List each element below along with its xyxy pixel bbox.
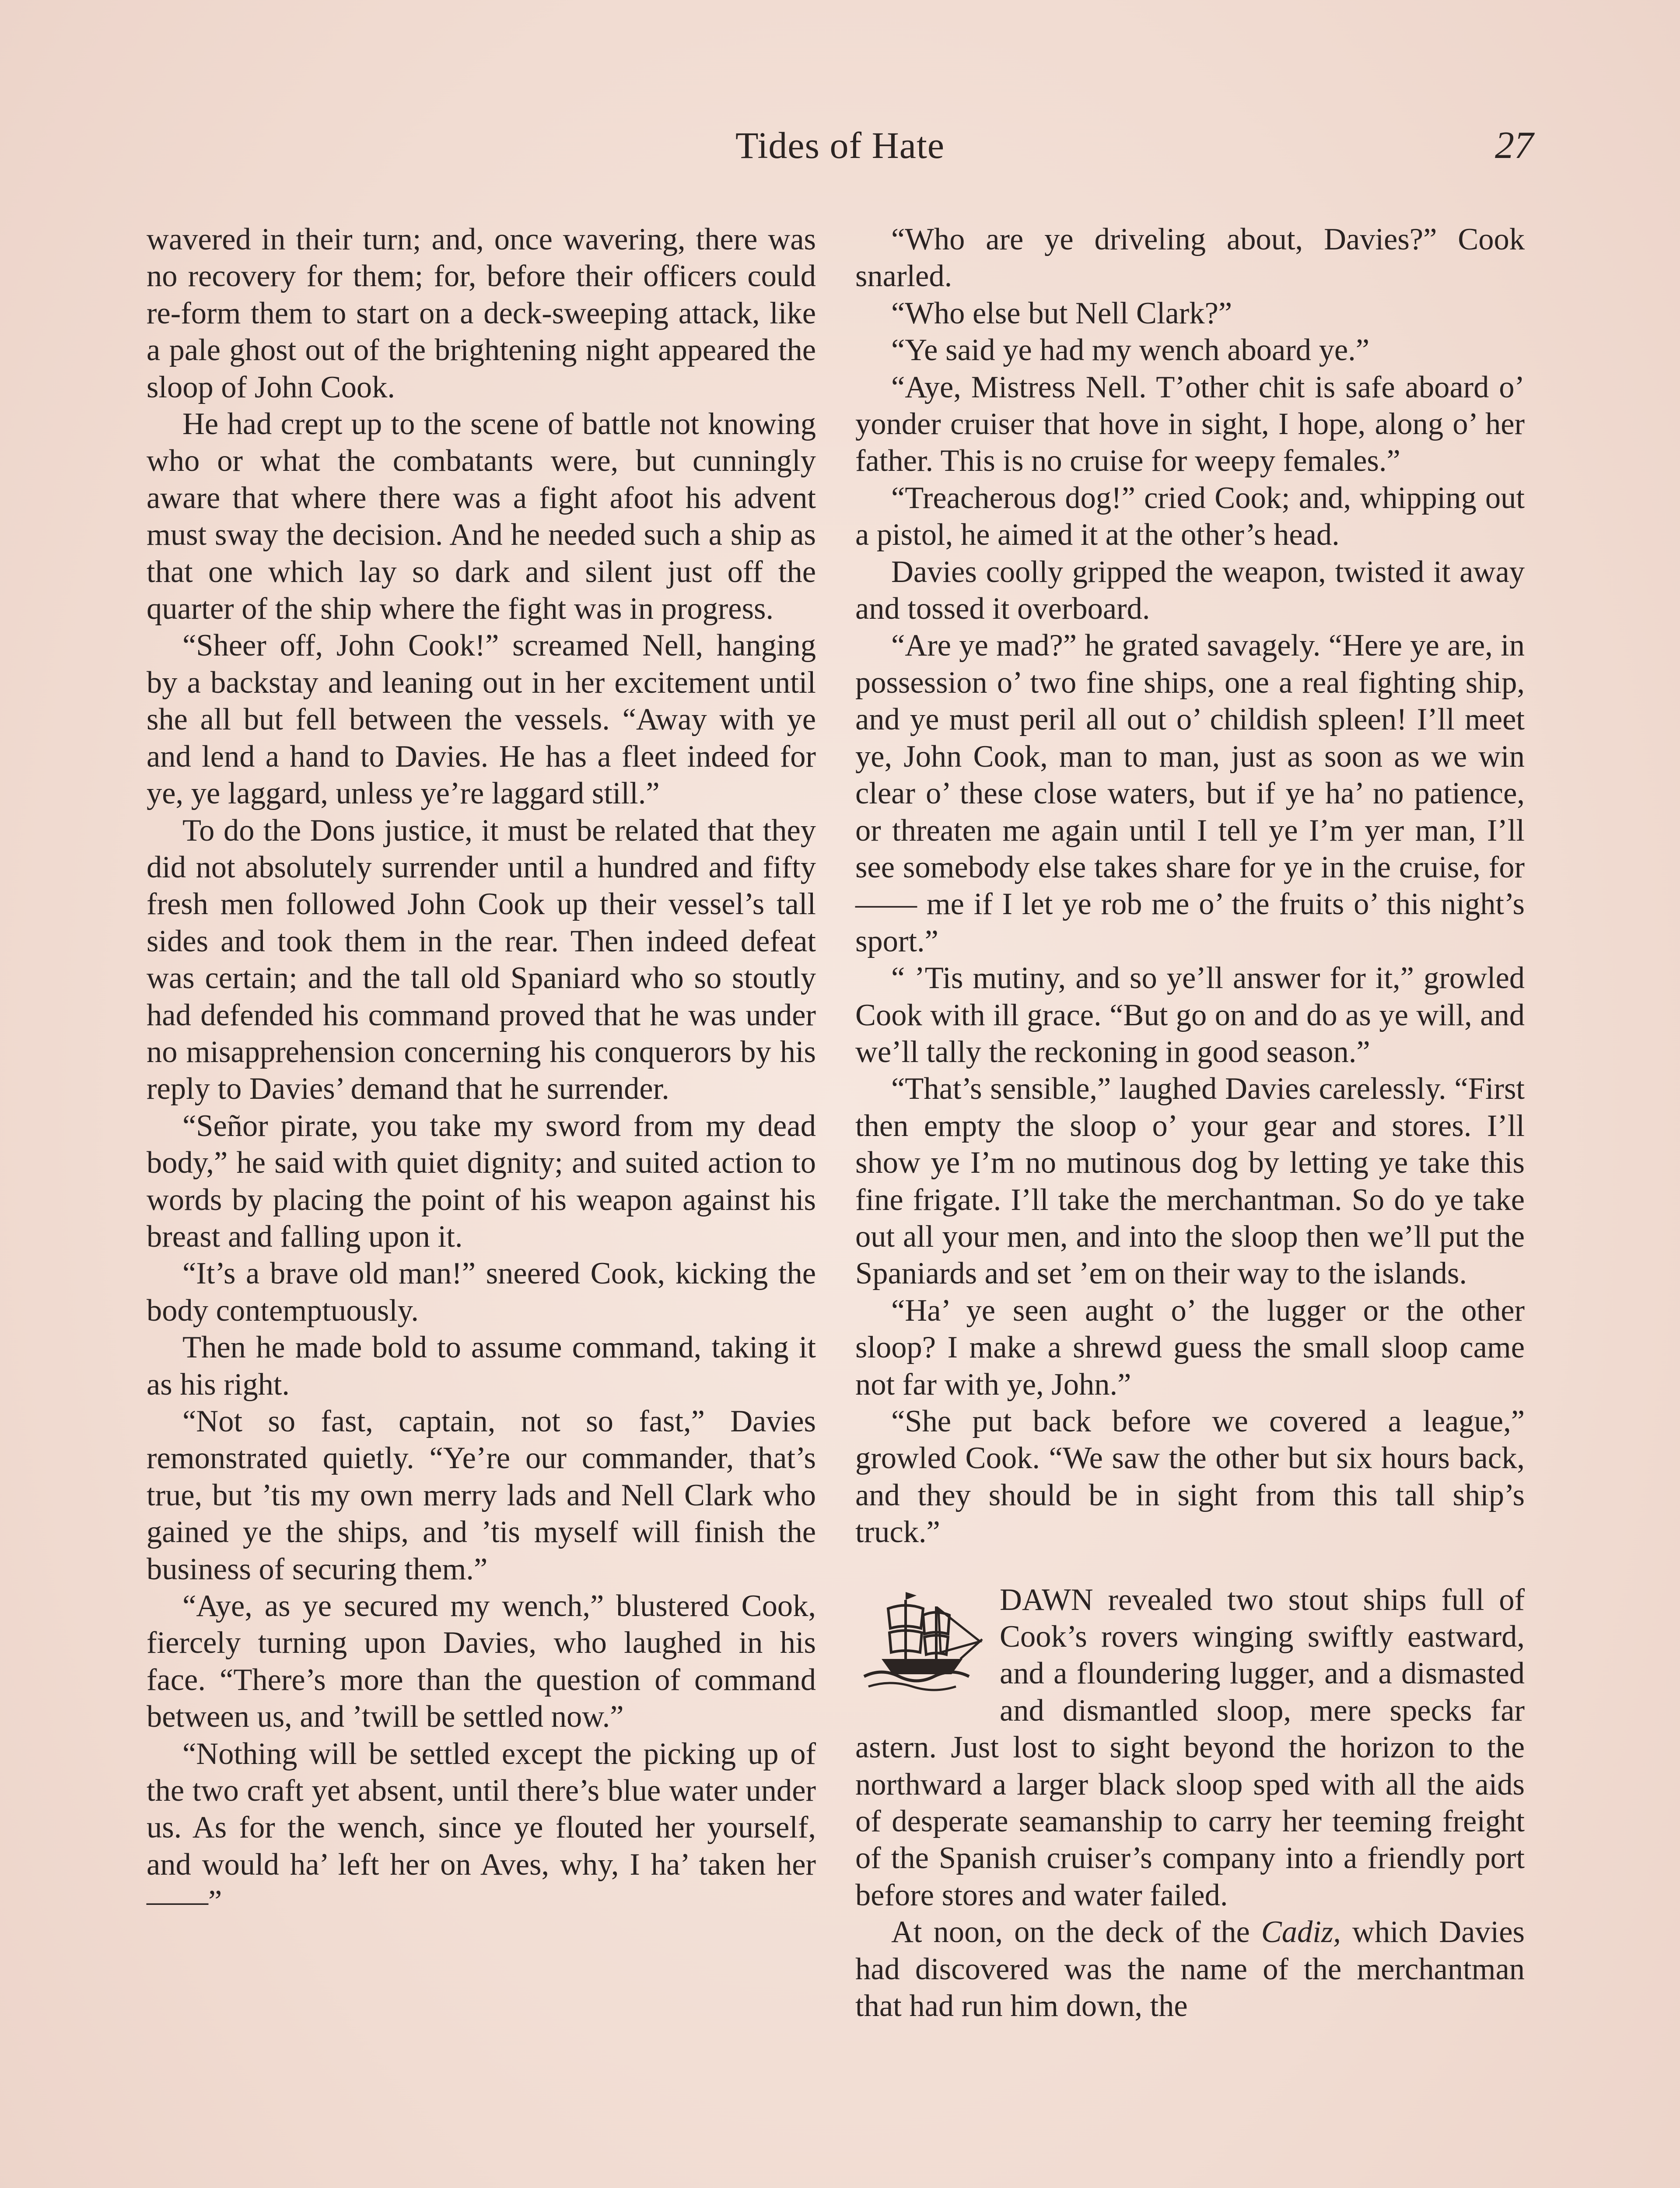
page-header: [0, 123, 1680, 180]
page-number: 27: [1495, 124, 1533, 167]
paragraph: “It’s a brave old man!” sneered Cook, kicking the body contemptuously.: [147, 1256, 816, 1328]
ship-name: Cadiz,: [1261, 1915, 1341, 1950]
running-title: Tides of Hate: [735, 124, 945, 166]
paragraph: wavered in their turn; and, once wavering, there was no recovery for them; for, before their officers could re-form them to start on a deck-sweeping attack, like a pale ghost out of the brightening night appeared the sloop of John Cook.: [147, 222, 816, 404]
paragraph: “Who else but Nell Clark?”: [891, 296, 1232, 330]
section-break: [855, 1551, 1525, 1581]
paragraph: “Aye, as ye secured my wench,” blustered Cook, fiercely turning upon Davies, who laughed in his face. “There’s more than the question of command between us, and ’twill be settled now.”: [147, 1589, 816, 1734]
paragraph: “Sheer off, John Cook!” screamed Nell, hanging by a backstay and leaning out in her excitement until she all but fell between the vessels. “Away with ye and lend a hand to Davies. He has a fleet indeed for ye, ye laggard, unless ye’re laggard still.”: [147, 628, 816, 811]
sailing-ship-icon: [855, 1587, 987, 1696]
paragraph: “Ye said ye had my wench aboard ye.”: [891, 333, 1370, 368]
paragraph: He had crept up to the scene of battle not knowing who or what the combatants were, but cunningly aware that where there was a fight afoot his advent must sway the decision. And he needed such a ship as that one which lay so dark and silent just off the quarter of the ship where the fight was in progress.: [147, 407, 816, 626]
dropcap-paragraph: DAWN revealed two stout ships full of Cook’s rovers winging swiftly eastward, and a floundering lugger, and a dismasted and dismantled sloop, mere specks far astern. Just lost to sight beyond the horizon to the northward a larger black sloop sped with all the aids of desperate seamanship to carry her teeming freight of the Spanish cruiser’s company into a friendly port before stores and water failed.: [855, 1582, 1525, 1912]
paragraph: “She put back before we covered a league,” growled Cook. “We saw the other but six hours back, and they should be in sight from this tall ship’s truck.”: [855, 1404, 1525, 1550]
paragraph-text: At noon, on the deck of the: [891, 1915, 1261, 1950]
right-column: [855, 221, 1525, 2025]
paragraph: “Treacherous dog!” cried Cook; and, whipping out a pistol, he aimed it at the other’s head.: [855, 480, 1525, 552]
paragraph: “Aye, Mistress Nell. T’other chit is safe aboard o’ yonder cruiser that hove in sight, I hope, along o’ her father. This is no cruise for weepy females.”: [855, 370, 1525, 478]
paragraph: Then he made bold to assume command, taking it as his right.: [147, 1330, 816, 1402]
paragraph: “ ’Tis mutiny, and so ye’ll answer for it,” growled Cook with ill grace. “But go on and do as ye will, and we’ll tally the reckoning in good season.”: [855, 961, 1525, 1069]
paragraph: “Not so fast, captain, not so fast,” Davies remonstrated quietly. “Ye’re our commander, that’s true, but ’tis my own merry lads and Nell Clark who gained ye the ships, and ’tis myself will finish the business of securing them.”: [147, 1404, 816, 1586]
paragraph: Davies coolly gripped the weapon, twisted it away and tossed it overboard.: [855, 554, 1525, 626]
paragraph: “That’s sensible,” laughed Davies carelessly. “First then empty the sloop o’ your gear and stores. I’ll show ye I’m no mutinous dog by letting ye take this fine frigate. I’ll take the merchantman. So do ye take out all your men, and into the sloop then we’ll put the Spaniards and set ’em on their way to the islands.: [855, 1072, 1525, 1291]
paragraph-text: which Davies had discovered was the name of the merchantman that had run him down, the: [855, 1915, 1525, 2023]
left-column: [147, 221, 816, 1920]
paragraph: [855, 1914, 1525, 2024]
paragraph: “Who are ye driveling about, Davies?” Cook snarled.: [855, 222, 1525, 294]
paragraph: “Nothing will be settled except the picking up of the two craft yet absent, until there’s blue water under us. As for the wench, since ye flouted her yourself, and would ha’ left her on Aves, why, I ha’ taken her——”: [147, 1736, 816, 1919]
paragraph: To do the Dons justice, it must be related that they did not absolutely surrender until a hundred and fifty fresh men followed John Cook up their vessel’s tall sides and took them in the rear. Then indeed defeat was certain; and the tall old Spaniard who so stoutly had defended his command proved that he was under no misapprehension concerning his conquerors by his reply to Davies’ demand that he surrender.: [147, 813, 816, 1106]
paragraph: “Señor pirate, you take my sword from my dead body,” he said with quiet dignity; and suited action to words by placing the point of his weapon against his breast and falling upon it.: [147, 1108, 816, 1254]
paragraph: “Ha’ ye seen aught o’ the lugger or the other sloop? I make a shrewd guess the small sloop came not far with ye, John.”: [855, 1293, 1525, 1402]
paragraph: “Are ye mad?” he grated savagely. “Here ye are, in possession o’ two fine ships, one a real fighting ship, and ye must peril all out o’ childish spleen! I’ll meet ye, John Cook, man to man, just as soon as we win clear o’ these close waters, but if ye ha’ no patience, or threaten me again until I tell ye I’m yer man, I’ll see somebody else takes share for ye in the cruise, for —— me if I let ye rob me o’ the fruits o’ this night’s sport.”: [855, 628, 1525, 958]
